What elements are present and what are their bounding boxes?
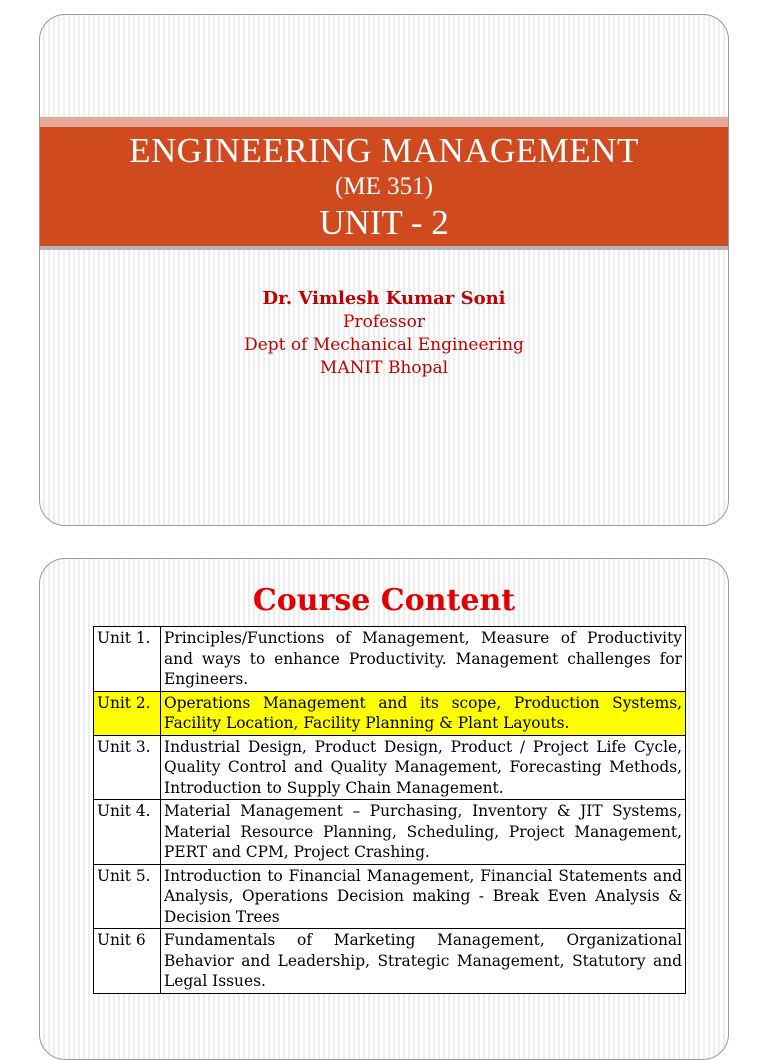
unit-label: Unit 2.	[94, 691, 161, 735]
course-code: (ME 351)	[335, 173, 433, 200]
unit-description: Operations Management and its scope, Production Systems, Facility Location, Facility Planning & Plant Layouts.	[161, 691, 686, 735]
unit-label: Unit 3.	[94, 735, 161, 800]
author-name: Dr. Vimlesh Kumar Soni	[262, 288, 506, 309]
unit-description: Fundamentals of Marketing Management, Organizational Behavior and Leadership, Strategic Management, Statutory and Legal Issues.	[161, 929, 686, 994]
title-band	[40, 117, 728, 246]
author-department: Dept of Mechanical Engineering	[244, 335, 524, 355]
table-row	[94, 800, 686, 865]
author-institute: MANIT Bhopal	[319, 358, 449, 378]
band-bottom-stripe	[40, 246, 728, 250]
unit-description: Material Management – Purchasing, Inventory & JIT Systems, Material Resource Planning, Scheduling, Project Management, PERT and CPM, Project Crashing.	[161, 800, 686, 865]
course-content-slide	[39, 558, 729, 1060]
unit-description: Introduction to Financial Management, Financial Statements and Analysis, Operations Decision making - Break Even Analysis & Decision Trees	[161, 864, 686, 929]
table-row	[94, 864, 686, 929]
unit-description: Industrial Design, Product Design, Product / Project Life Cycle, Quality Control and Quality Management, Forecasting Methods, Introduction to Supply Chain Management.	[161, 735, 686, 800]
author-designation: Professor	[343, 312, 425, 332]
unit-title: UNIT - 2	[319, 203, 449, 242]
course-content-table	[93, 626, 686, 994]
author-block	[40, 287, 728, 380]
table-row	[94, 929, 686, 994]
course-title: ENGINEERING MANAGEMENT	[129, 131, 639, 170]
table-row	[94, 691, 686, 735]
table-row	[94, 735, 686, 800]
unit-description: Principles/Functions of Management, Measure of Productivity and ways to enhance Productivity. Management challenges for Engineers.	[161, 627, 686, 692]
unit-label: Unit 6	[94, 929, 161, 994]
unit-label: Unit 5.	[94, 864, 161, 929]
table-row	[94, 627, 686, 692]
unit-label: Unit 1.	[94, 627, 161, 692]
title-slide	[39, 14, 729, 526]
course-content-title: Course Content	[252, 583, 516, 618]
band-top-stripe	[40, 117, 728, 127]
unit-label: Unit 4.	[94, 800, 161, 865]
course-content-body	[94, 627, 686, 994]
